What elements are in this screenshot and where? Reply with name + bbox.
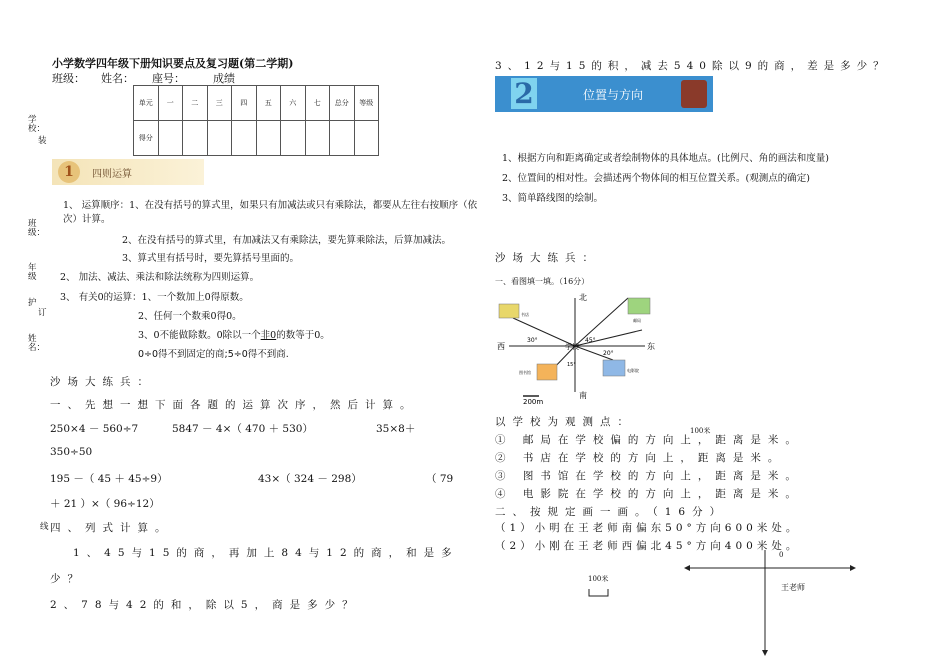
rule-2: 2、 加法、减法、乘法和除法统称为四则运算。 — [60, 272, 260, 283]
rule-1b: 次）计算。 — [63, 214, 111, 225]
rule-1-2: 2、在没有括号的算式里，有加减法又有乘除法，要先算乘除法，后算加减法。 — [122, 235, 452, 246]
practice-title-right: 沙场大练兵： — [495, 252, 600, 264]
practice-title-left: 沙场大练兵： — [50, 376, 155, 388]
point-1: 1、根据方向和距离确定或者绘制物体的具体地点。(比例尺、角的画法和度量) — [502, 153, 829, 164]
bookstore-icon — [499, 304, 519, 318]
score-input[interactable] — [281, 121, 306, 156]
expr-6b: ＋ 21 ）×（ 96÷12） — [50, 498, 160, 510]
scale-bottom-label: 100米 — [588, 575, 609, 583]
score-input[interactable] — [158, 121, 183, 156]
rule-3-3 — [138, 327, 330, 341]
expr-2: 5847 － 4×（ 470 ＋ 530） — [172, 423, 313, 435]
info-score: 成绩 — [213, 72, 235, 85]
label-bookstore: 书店 — [521, 312, 529, 317]
scale-bracket — [588, 588, 610, 598]
expr-4: 195 －（ 45 ＋ 45÷9） — [50, 473, 168, 485]
expr-5: 43×（ 324 － 298） — [258, 473, 362, 485]
banner-label: 四则运算 — [92, 169, 132, 180]
score-cell: 等级 — [354, 86, 379, 121]
rule-zero: 0÷0得不到固定的商;5÷0得不到商. — [138, 349, 289, 360]
map-center: 学校 — [565, 343, 579, 351]
side-ding: 订 — [38, 308, 47, 318]
banner-number: 2 — [511, 78, 537, 109]
banner-label: 位置与方向 — [583, 88, 644, 102]
info-name: 姓名： — [101, 72, 134, 85]
score-cell: 一 — [158, 86, 183, 121]
angle-15: 15° — [567, 362, 576, 368]
rule-3-3-c: 的数等于0。 — [276, 330, 330, 341]
banner-picture-icon — [681, 80, 707, 108]
section-banner-1 — [52, 159, 204, 185]
score-cell: 二 — [183, 86, 208, 121]
score-cell: 四 — [232, 86, 257, 121]
fill-title: 一、看图填一填。（16分） — [495, 277, 590, 286]
map-east: 东 — [647, 342, 655, 351]
banner-number: 1 — [58, 161, 80, 183]
score-input[interactable] — [207, 121, 232, 156]
section1-title: 一、先想一想下面各题的运算次序，然后计算。 — [50, 399, 418, 411]
map-scale: 200m — [523, 398, 544, 405]
score-cell: 六 — [281, 86, 306, 121]
score-input[interactable] — [232, 121, 257, 156]
label-cinema: 电影院 — [627, 368, 639, 373]
score-input[interactable] — [305, 121, 330, 156]
observe-item-1: ① 邮局在学校偏的方向上，距离是米。 — [495, 434, 803, 446]
score-input[interactable] — [183, 121, 208, 156]
rule-3: 3、 有关0的运算：1、一个数加上0得原数。 — [60, 292, 249, 303]
side-school: 学校： — [28, 115, 46, 134]
side-name: 姓名： — [28, 334, 46, 353]
ray-postoffice — [575, 298, 628, 346]
info-seat: 座号： — [152, 72, 185, 85]
angle-45: 45° — [585, 337, 596, 344]
expr-6a: （ 79 — [426, 473, 454, 485]
section4-title: 四、列式计算。 — [50, 522, 173, 534]
score-cell: 单元 — [134, 86, 159, 121]
side-zhuang: 装 — [38, 136, 47, 146]
score-cell: 三 — [207, 86, 232, 121]
observe-item-3: ③ 图书馆在学校的方向上，距离是米。 — [495, 470, 803, 482]
point-2: 2、位置间的相对性。会描述两个物体间的相互位置关系。(观测点的确定) — [502, 173, 810, 184]
observe-item-2: ② 书店在学校的方向上，距离是米。 — [495, 452, 786, 464]
score-cell: 七 — [305, 86, 330, 121]
teacher-label: 王老师 — [781, 583, 805, 592]
cinema-icon — [603, 360, 625, 376]
direction-map — [495, 290, 660, 405]
side-xian: 线 — [40, 522, 49, 532]
word-problem-1a: 1、45与15的商，再加上84与12的商，和是多 — [73, 547, 459, 559]
score-input[interactable] — [330, 121, 355, 156]
score-table — [133, 85, 379, 156]
score-cell: 五 — [256, 86, 281, 121]
rule-3-3-b: 非0 — [260, 330, 277, 341]
side-class: 班级： — [28, 219, 46, 238]
arrow-west-icon — [684, 565, 690, 571]
rule-1-3: 3、算式里有括号时，要先算括号里面的。 — [122, 253, 300, 264]
label-postoffice: 邮局 — [633, 318, 641, 323]
score-input[interactable] — [354, 121, 379, 156]
question-3: 3、12与15的积，减去540除以9的商，差是多少？ — [495, 60, 890, 72]
library-icon — [537, 364, 557, 380]
side-hu: 护 — [28, 298, 37, 308]
post-office-icon — [628, 298, 650, 314]
point-3: 3、简单路线图的绘制。 — [502, 193, 604, 204]
ray-bookstore — [513, 318, 575, 346]
map-west: 西 — [497, 342, 505, 351]
section2-title: 二、按规定画一画。（16分） — [495, 506, 728, 518]
word-problem-1b: 少？ — [50, 573, 85, 585]
info-class: 班级： — [52, 72, 85, 85]
rule-3-3-a: 3、0不能做除数。0除以一个 — [138, 330, 261, 341]
doc-title: 小学数学四年级下册知识要点及复习题(第二学期) — [52, 57, 294, 70]
scale-top-label: 100米 — [690, 427, 711, 435]
angle-30: 30° — [527, 337, 538, 344]
axis-mark: 0 — [779, 551, 784, 559]
angle-20: 20° — [603, 350, 614, 357]
map-north: 北 — [579, 293, 587, 302]
draw-item-1: （1）小明在王老师南偏东50°方向600米处。 — [495, 522, 801, 534]
expr-1: 250×4 － 560÷7 — [50, 423, 139, 435]
map-south: 南 — [579, 391, 587, 400]
score-row-label: 得分 — [134, 121, 159, 156]
arrow-south-icon — [762, 650, 768, 656]
label-library: 图书馆 — [519, 370, 531, 375]
score-input[interactable] — [256, 121, 281, 156]
word-problem-2: 2、78与42的和，除以5，商是多少？ — [50, 599, 360, 611]
teacher-axes — [680, 548, 860, 658]
expr-3b: 350÷50 — [50, 446, 93, 458]
side-grade: 年级 — [28, 263, 37, 282]
draw-item-2: （2）小刚在王老师西偏北45°方向400米处。 — [495, 540, 801, 552]
expr-3a: 35×8＋ — [376, 423, 416, 435]
section-banner-2 — [495, 76, 713, 112]
rule-3-2: 2、任何一个数乘0得0。 — [138, 311, 242, 322]
observe-title: 以学校为观测点： — [495, 416, 635, 428]
observe-item-4: ④ 电影院在学校的方向上，距离是米。 — [495, 488, 803, 500]
rule-1a: 1、 运算顺序：1、在没有括号的算式里，如果只有加减法或只有乘除法，都要从左往右按顺序（依 — [63, 200, 478, 211]
arrow-east-icon — [850, 565, 856, 571]
score-cell: 总分 — [330, 86, 355, 121]
